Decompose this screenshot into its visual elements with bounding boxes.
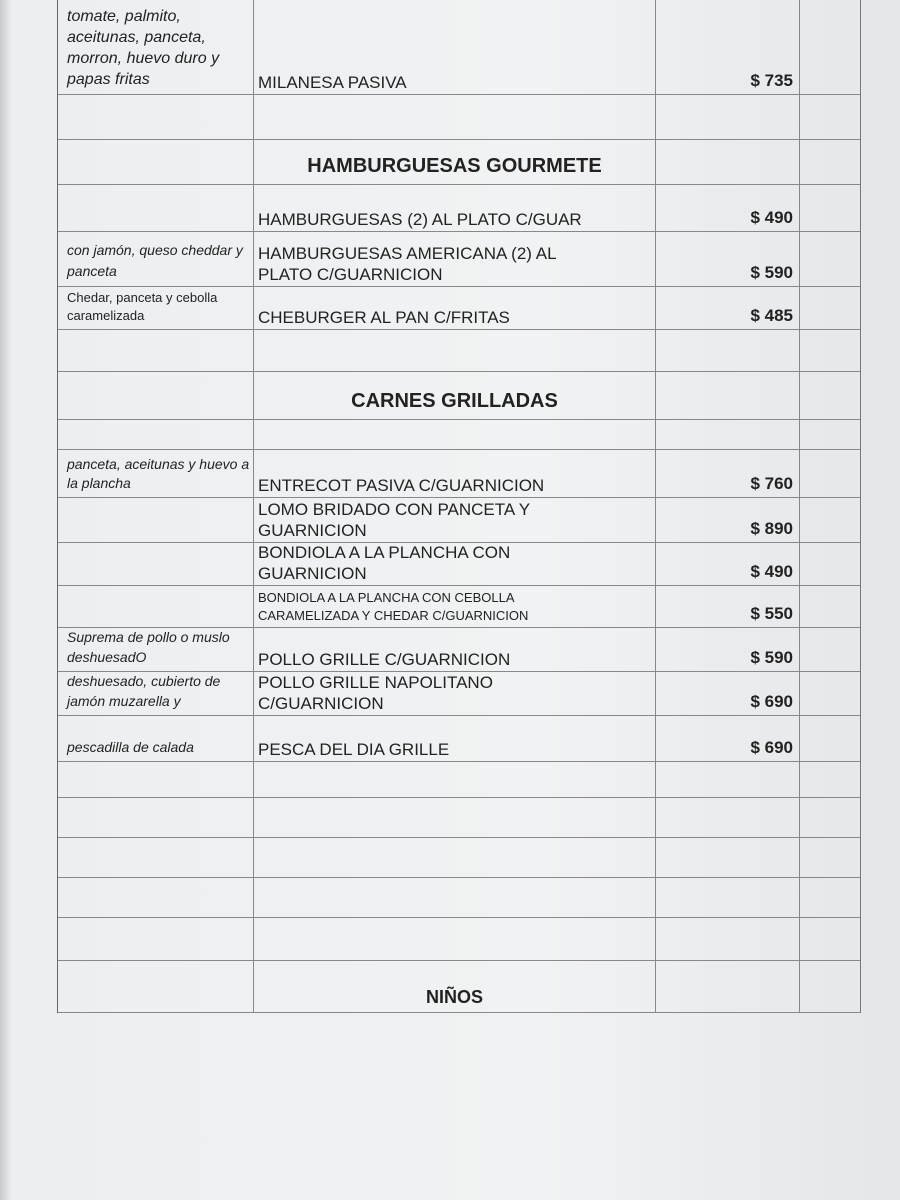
menu-row xyxy=(58,543,860,586)
menu-row xyxy=(58,450,860,498)
section-title: HAMBURGUESAS GOURMETE xyxy=(307,155,602,177)
item-name: POLLO GRILLE C/GUARNICION xyxy=(258,650,511,669)
section-title: CARNES GRILLADAS xyxy=(351,390,558,412)
item-name: ENTRECOT PASIVA C/GUARNICION xyxy=(258,476,545,495)
menu-row xyxy=(58,185,860,232)
section-title: NIÑOS xyxy=(425,987,483,1007)
item-note: pescadilla de calada xyxy=(67,739,194,755)
item-note: con jamón, queso cheddar y panceta xyxy=(67,242,243,279)
item-price: $ 490 xyxy=(750,562,793,581)
item-name: CHEBURGER AL PAN C/FRITAS xyxy=(258,308,510,327)
item-note: panceta, aceitunas y huevo a la plancha xyxy=(67,456,250,491)
item-name: MILANESA PASIVA xyxy=(258,73,407,92)
item-price: $ 890 xyxy=(750,519,793,538)
menu-row xyxy=(58,716,860,762)
item-name: BONDIOLA A LA PLANCHA CON CEBOLLA CARAMELIZADA Y CHEDAR C/GUARNICION xyxy=(258,590,529,623)
item-price: $ 760 xyxy=(750,474,793,493)
item-price: $ 490 xyxy=(750,208,793,227)
item-name: PESCA DEL DIA GRILLE xyxy=(258,740,450,759)
section-header-row xyxy=(58,372,860,420)
item-note: Chedar, panceta y cebolla caramelizada xyxy=(67,290,218,323)
menu-row xyxy=(58,232,860,287)
item-price: $ 550 xyxy=(750,604,793,623)
item-name: BONDIOLA A LA PLANCHA CON GUARNICION xyxy=(258,543,511,583)
item-note: deshuesado, cubierto de jamón muzarella y xyxy=(67,673,221,709)
menu-table xyxy=(57,0,861,1013)
menu-row xyxy=(58,628,860,672)
item-price: $ 590 xyxy=(750,648,793,667)
menu-row xyxy=(58,0,860,95)
item-name: HAMBURGUESAS (2) AL PLATO C/GUAR xyxy=(258,210,582,229)
item-price: $ 735 xyxy=(750,71,793,90)
item-note: Suprema de pollo o muslo deshuesadO xyxy=(67,629,230,665)
item-name: LOMO BRIDADO CON PANCETA Y GUARNICION xyxy=(258,500,530,540)
item-price: $ 690 xyxy=(750,738,793,757)
menu-row xyxy=(58,287,860,330)
section-header-row xyxy=(58,961,860,1013)
item-price: $ 690 xyxy=(750,692,793,711)
section-header-row xyxy=(58,140,860,185)
item-note: tomate, palmito, aceitunas, panceta, morron, huevo duro y papas fritas xyxy=(67,8,220,88)
item-name: HAMBURGUESAS AMERICANA (2) AL PLATO C/GUARNICION xyxy=(258,244,556,284)
menu-row xyxy=(58,498,860,543)
item-price: $ 485 xyxy=(750,306,793,325)
item-price: $ 590 xyxy=(750,263,793,282)
menu-row xyxy=(58,672,860,716)
menu-row xyxy=(58,586,860,628)
item-name: POLLO GRILLE NAPOLITANO C/GUARNICION xyxy=(258,673,493,713)
